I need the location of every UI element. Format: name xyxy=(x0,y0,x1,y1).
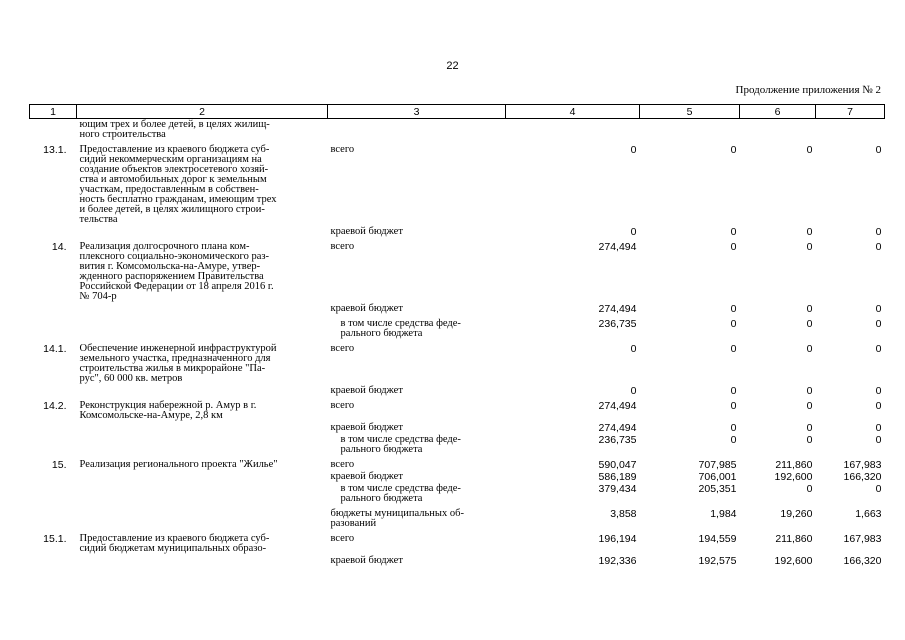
table-row xyxy=(30,141,885,226)
funding-source: краевой бюджет xyxy=(330,471,403,482)
row-description xyxy=(77,385,328,397)
value-col5: 706,001 xyxy=(698,471,737,483)
value-col6: 0 xyxy=(806,483,813,495)
funding-source: бюджеты муниципальных об- разований xyxy=(330,508,464,529)
row-index xyxy=(30,422,77,434)
value-col7: 0 xyxy=(875,483,882,495)
funding-source: всего xyxy=(330,241,355,252)
funding-source: всего xyxy=(330,400,355,411)
row-description xyxy=(77,226,328,238)
value-col5: 192,575 xyxy=(698,555,737,567)
row-description xyxy=(77,422,328,434)
value-col7: 0 xyxy=(875,422,882,434)
value-col5: 0 xyxy=(730,144,737,156)
value-col7: 0 xyxy=(875,434,882,446)
row-description: ющим трех и более детей, в целях жилищ- ного строительства xyxy=(79,119,270,140)
funding-source: краевой бюджет xyxy=(330,555,403,566)
value-col5 xyxy=(640,119,740,142)
table-row xyxy=(30,456,885,471)
value-col4: 590,047 xyxy=(598,459,637,471)
table-row xyxy=(30,483,885,505)
row-description xyxy=(77,315,328,340)
value-col6: 19,260 xyxy=(780,508,813,520)
value-col4: 586,189 xyxy=(598,471,637,483)
funding-source: всего xyxy=(330,459,355,470)
value-col7: 0 xyxy=(875,400,882,412)
value-col4: 274,494 xyxy=(598,241,637,253)
table-row xyxy=(30,505,885,530)
row-index xyxy=(30,303,77,315)
row-index: 14.2. xyxy=(43,400,67,412)
row-index xyxy=(30,483,77,505)
value-col6: 0 xyxy=(806,144,813,156)
funding-source: всего xyxy=(330,144,355,155)
table-row xyxy=(30,238,885,303)
header-cell-2: 2 xyxy=(77,105,328,119)
value-col4: 236,735 xyxy=(598,434,637,446)
table-row xyxy=(30,434,885,456)
row-description xyxy=(77,434,328,456)
value-col6: 0 xyxy=(806,303,813,315)
funding-source: всего xyxy=(330,343,355,354)
value-col4: 379,434 xyxy=(598,483,637,495)
value-col6: 0 xyxy=(806,385,813,397)
value-col7: 167,983 xyxy=(843,533,882,545)
value-col7 xyxy=(816,119,885,142)
funding-source xyxy=(328,119,506,142)
table-row xyxy=(30,471,885,483)
value-col6: 211,860 xyxy=(775,533,813,545)
value-col4: 0 xyxy=(630,226,637,238)
value-col7: 166,320 xyxy=(843,555,882,567)
row-description: Обеспечение инженерной инфраструктурой земельного участка, предназначенного для строительства жилья в микрорайоне "Па- рус", 60 000 кв. метров xyxy=(79,343,277,384)
row-index: 15. xyxy=(51,459,67,471)
header-cell-4: 4 xyxy=(506,105,640,119)
table-row xyxy=(30,397,885,422)
value-col7: 166,320 xyxy=(843,471,882,483)
funding-source: краевой бюджет xyxy=(330,226,403,237)
value-col4: 0 xyxy=(630,144,637,156)
value-col4: 192,336 xyxy=(598,555,637,567)
header-cell-6: 6 xyxy=(740,105,816,119)
row-description: Реализация регионального проекта "Жилье" xyxy=(79,459,278,470)
value-col4: 0 xyxy=(630,385,637,397)
value-col5: 0 xyxy=(730,434,737,446)
row-description xyxy=(77,483,328,505)
table-row xyxy=(30,555,885,567)
header-cell-7: 7 xyxy=(816,105,885,119)
value-col6: 0 xyxy=(806,422,813,434)
row-index: 14. xyxy=(51,241,67,253)
value-col4: 3,858 xyxy=(610,508,637,520)
table-row xyxy=(30,530,885,555)
table-row xyxy=(30,226,885,238)
row-description: Реконструкция набережной р. Амур в г. Комсомольске-на-Амуре, 2,8 км xyxy=(79,400,257,421)
value-col7: 0 xyxy=(875,241,882,253)
value-col5: 0 xyxy=(730,422,737,434)
page-number: 22 xyxy=(446,60,459,72)
row-index xyxy=(30,315,77,340)
value-col6: 0 xyxy=(806,318,813,330)
row-description: Предоставление из краевого бюджета суб- сидий некоммерческим организациям на создание объектов электросетевого хозяй- ства и автомобильных дорог к земельным участкам, предоставленным в собствен- ность бесплатно гражданам, имеющим трех и более детей, в целях жилищного строи- тельства xyxy=(79,144,277,225)
value-col7: 0 xyxy=(875,343,882,355)
value-col4: 196,194 xyxy=(598,533,637,545)
value-col5: 0 xyxy=(730,226,737,238)
row-index xyxy=(30,434,77,456)
row-description: Предоставление из краевого бюджета суб- сидий бюджетам муниципальных образо- xyxy=(79,533,270,554)
value-col4: 274,494 xyxy=(598,303,637,315)
value-col4: 274,494 xyxy=(598,422,637,434)
row-index xyxy=(30,226,77,238)
value-col5: 205,351 xyxy=(698,483,737,495)
funding-source: краевой бюджет xyxy=(330,385,403,396)
row-index: 15.1. xyxy=(43,533,67,545)
table-row xyxy=(30,385,885,397)
value-col4: 0 xyxy=(630,343,637,355)
table-row xyxy=(30,340,885,385)
value-col6: 0 xyxy=(806,241,813,253)
row-description: Реализация долгосрочного плана ком- плексного социально-экономического раз- вития г. Комсомольска-на-Амуре, утвер- жденного распоряжением Правительства Российской Федерации от 18 апреля 2016 г. № 704-р xyxy=(79,241,274,302)
value-col7: 167,983 xyxy=(843,459,882,471)
value-col6 xyxy=(740,119,816,142)
value-col7: 0 xyxy=(875,318,882,330)
table-body xyxy=(30,119,885,568)
value-col5: 0 xyxy=(730,400,737,412)
value-col5: 0 xyxy=(730,343,737,355)
value-col6: 0 xyxy=(806,400,813,412)
value-col6: 0 xyxy=(806,434,813,446)
value-col4 xyxy=(506,119,640,142)
table-row xyxy=(30,315,885,340)
funding-source: в том числе средства феде- рального бюджета xyxy=(340,483,461,504)
value-col7: 0 xyxy=(875,303,882,315)
row-description xyxy=(77,555,328,567)
value-col5: 194,559 xyxy=(698,533,737,545)
value-col6: 192,600 xyxy=(774,555,813,567)
row-index xyxy=(30,471,77,483)
header-cell-1: 1 xyxy=(30,105,77,119)
funding-source: в том числе средства феде- рального бюджета xyxy=(340,434,461,455)
value-col5: 0 xyxy=(730,385,737,397)
row-description xyxy=(77,471,328,483)
row-description xyxy=(77,505,328,530)
header-cell-5: 5 xyxy=(640,105,740,119)
row-index: 13.1. xyxy=(43,144,67,156)
budget-table xyxy=(29,104,885,567)
funding-source: краевой бюджет xyxy=(330,422,403,433)
value-col4: 274,494 xyxy=(598,400,637,412)
row-description xyxy=(77,303,328,315)
value-col4: 236,735 xyxy=(598,318,637,330)
header-row xyxy=(30,105,885,119)
value-col7: 0 xyxy=(875,144,882,156)
value-col7: 0 xyxy=(875,226,882,238)
value-col7: 0 xyxy=(875,385,882,397)
continuation-label: Продолжение приложения № 2 xyxy=(735,84,881,96)
row-index xyxy=(30,119,77,142)
value-col5: 0 xyxy=(730,318,737,330)
row-index xyxy=(30,505,77,530)
table-row xyxy=(30,119,885,142)
value-col6: 192,600 xyxy=(774,471,813,483)
value-col5: 707,985 xyxy=(698,459,737,471)
header-cell-3: 3 xyxy=(328,105,506,119)
funding-source: краевой бюджет xyxy=(330,303,403,314)
table-row xyxy=(30,303,885,315)
funding-source: в том числе средства феде- рального бюджета xyxy=(340,318,461,339)
value-col5: 1,984 xyxy=(710,508,737,520)
row-index: 14.1. xyxy=(43,343,67,355)
value-col7: 1,663 xyxy=(855,508,882,520)
row-index xyxy=(30,385,77,397)
value-col5: 0 xyxy=(730,303,737,315)
funding-source: всего xyxy=(330,533,355,544)
value-col6: 0 xyxy=(806,343,813,355)
value-col5: 0 xyxy=(730,241,737,253)
row-index xyxy=(30,555,77,567)
value-col6: 211,860 xyxy=(775,459,813,471)
value-col6: 0 xyxy=(806,226,813,238)
table-row xyxy=(30,422,885,434)
